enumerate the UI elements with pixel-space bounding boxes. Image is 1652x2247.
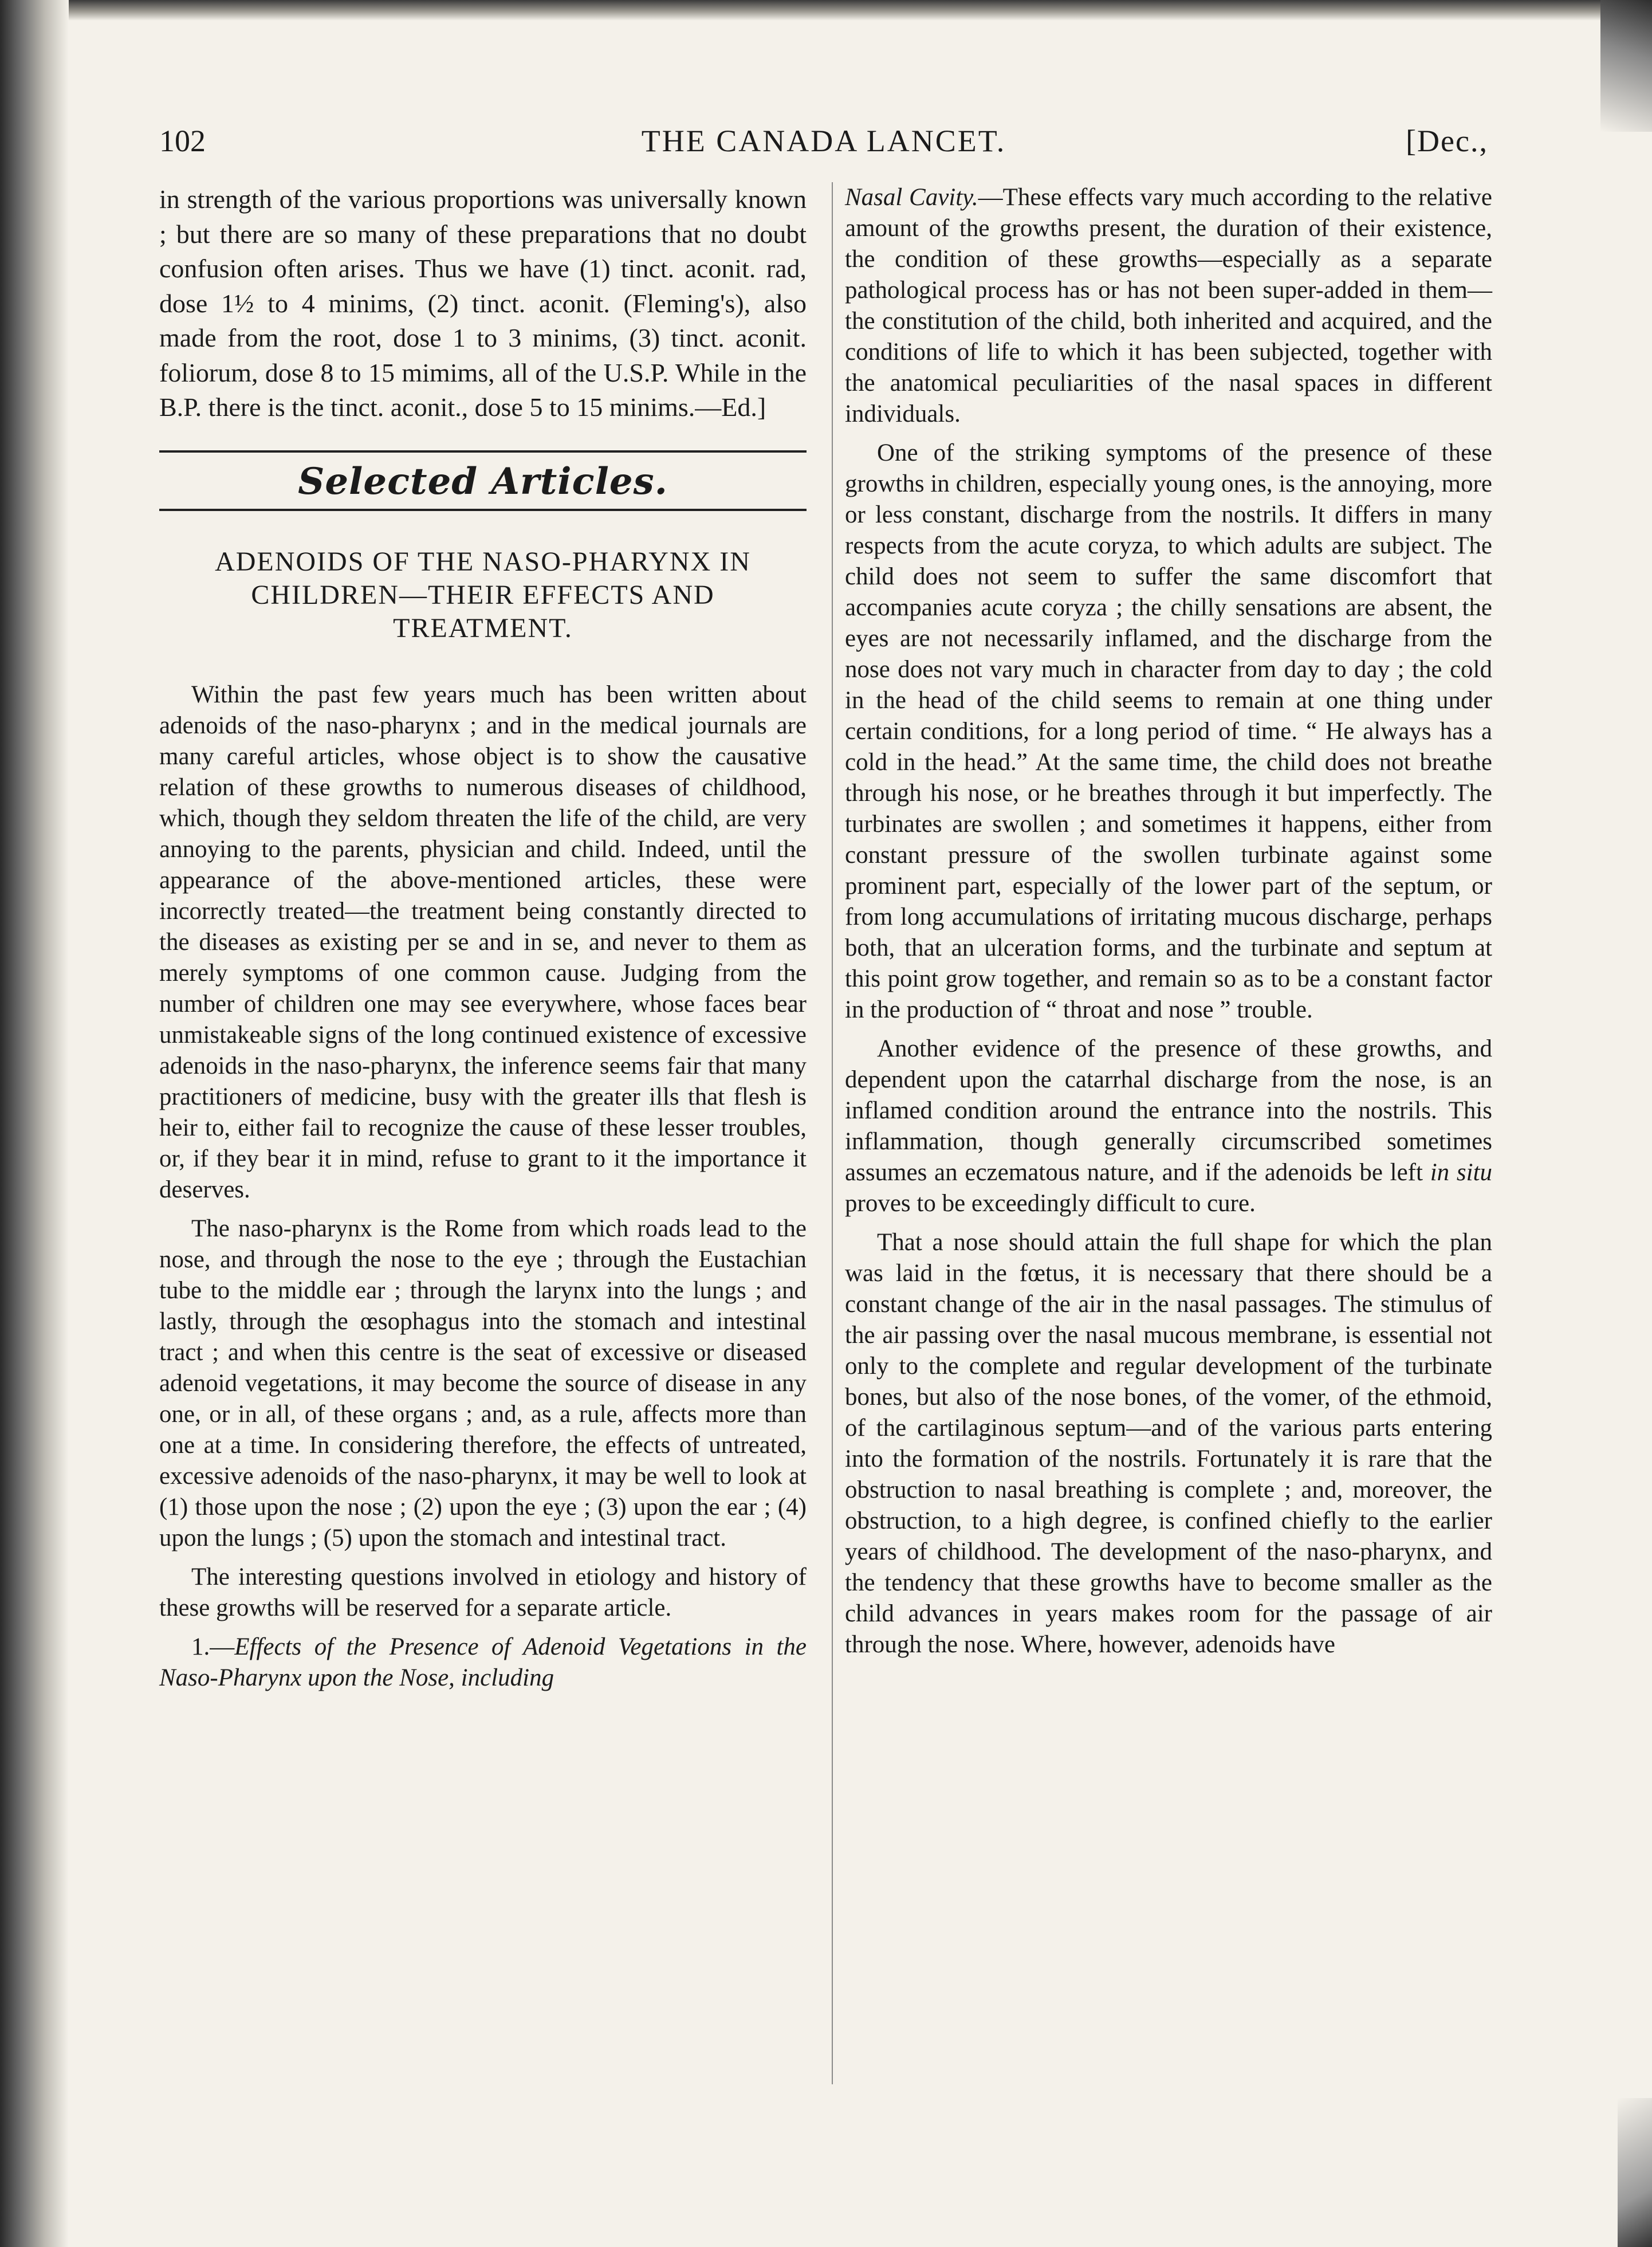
page-binding-edge: [0, 0, 69, 2247]
subsection-title-continued: Nasal Cavity.: [845, 184, 978, 211]
body-paragraph: [845, 182, 1492, 430]
body-paragraph: [845, 1034, 1492, 1219]
subsection-number: 1.—: [191, 1633, 235, 1660]
section-rule-top: [159, 450, 807, 453]
scan-bottom-corner-shadow: [1618, 2098, 1652, 2247]
paragraph-text: proves to be exceedingly difficult to cure.: [845, 1190, 1256, 1217]
section-rule-bottom: [159, 509, 807, 511]
running-header: [159, 123, 1488, 163]
body-paragraph: That a nose should attain the full shape for which the plan was laid in the fœtus, it is necessary that there should be a constant change of the air in the nasal passages. The stimulus of the air passing over the nasal mucous membrane, is essential not only to the complete and regular development of the turbinate bones, but also of the nose bones, of the vomer, of the ethmoid, of the cartilaginous septum—and of the various parts entering into the formation of the nostrils. Fortunately it is rare that the obstruction to nasal breathing is complete ; and, moreover, the obstruction, to a high degree, is confined chiefly to the earlier years of childhood. The development of the naso-pharynx, and the tendency that these growths have to become smaller as the child advances in years makes room for the passage of air through the nose. Where, however, adenoids have: [845, 1229, 1492, 1658]
subsection-heading-paragraph: [159, 1632, 807, 1694]
body-paragraph: One of the striking symptoms of the presence of these growths in children, especially young ones, is the annoying, more or less constant, discharge from the nostrils. It differs in many respects from the acute coryza, to which adults are subject. The child does not seem to suffer the same discomfort that accompanies acute coryza ; the chilly sensations are absent, the eyes are not necessarily inflamed, and the discharge from the nose does not vary much in character from day to day ; the cold in the head of the child seems to remain at one thing under certain conditions, for a long period of time. “ He always has a cold in the head.” At the same time, the child does not breathe through his nose, or he breathes through it but imperfectly. The turbinates are swollen ; and sometimes it happens, either from constant pressure of the swollen turbinate against some prominent part, especially of the lower part of the septum, or from long accumulations of irritating mucous discharge, perhaps both, that an ulceration forms, and the turbinate and septum at this point grow together, and remain so as to be a constant factor in the production of “ throat and nose ” trouble.: [845, 439, 1492, 1023]
journal-title: THE CANADA LANCET.: [641, 124, 1006, 158]
page-number: 102: [159, 124, 206, 158]
left-column: [159, 182, 807, 1702]
issue-date: [Dec.,: [1406, 124, 1488, 158]
column-divider: [832, 182, 833, 2084]
italic-term: in situ: [1430, 1159, 1493, 1186]
editor-note-paragraph: in strength of the various proportions was universally known ; but there are so many of these preparations that no doubt confusion often arises. Thus we have (1) tinct. aconit. rad, dose 1½ to 4 minims, (2) tinct. aconit. (Fleming's), also made from the root, dose 1 to 3 minims, (3) tinct. aconit. foliorum, dose 8 to 15 mimims, all of the U.S.P. While in the B.P. there is the tinct. aconit., dose 5 to 15 minims.—Ed.]: [159, 184, 807, 422]
subsection-title: Effects of the Presence of Adenoid Vegetations in the Naso-Pharynx upon the Nose, including: [159, 1633, 807, 1691]
scan-top-edge: [69, 0, 1652, 21]
section-title: Selected Articles.: [298, 459, 668, 503]
right-column: [845, 182, 1492, 1668]
body-paragraph: Within the past few years much has been written about adenoids of the naso-pharynx ; and in the medical journals are many careful articles, whose object is to show the causative relation of these growths to numerous diseases of childhood, which, though they seldom threaten the life of the child, are very annoying to the parents, physician and child. Indeed, until the appearance of the above-mentioned articles, these were incorrectly treated—the treatment being constantly directed to the diseases as existing per se and in se, and never to them as merely symptoms of one common cause. Judging from the number of children one may see everywhere, whose faces bear unmistakeable signs of the long continued existence of excessive adenoids in the naso-pharynx, the inference seems fair that many practitioners of medicine, busy with the greater ills that flesh is heir to, either fail to recognize the cause of these lesser troubles, or, if they bear it in mind, refuse to grant to it the importance it deserves.: [159, 681, 807, 1203]
paragraph-text: Another evidence of the presence of these growths, and dependent upon the catarrhal discharge from the nose, is an inflamed condition around the entrance into the nostrils. This inflammation, though generally circumscribed sometimes assumes an eczematous nature, and if the adenoids be left: [845, 1035, 1492, 1186]
scan-corner-shadow: [1600, 0, 1652, 132]
body-paragraph: The naso-pharynx is the Rome from which roads lead to the nose, and through the nose to the eye ; through the Eustachian tube to the middle ear ; through the larynx into the lungs ; and lastly, through the œsophagus into the stomach and intestinal tract ; and when this centre is the seat of excessive or diseased adenoid vegetations, it may become the source of disease in any one, or in all, of these organs ; and, as a rule, affects more than one at a time. In considering therefore, the effects of untreated, excessive adenoids of the naso-pharynx, it may be well to look at (1) those upon the nose ; (2) upon the eye ; (3) upon the ear ; (4) upon the lungs ; (5) upon the stomach and intestinal tract.: [159, 1215, 807, 1551]
body-paragraph: The interesting questions involved in etiology and history of these growths will be reserved for a separate article.: [159, 1563, 807, 1621]
paragraph-text: —These effects vary much according to the relative amount of the growths present, the duration of their existence, the condition of these growths—especially as a separate pathological process has or has not been super-added in them—the constitution of the child, both inherited and acquired, and the conditions of life to which it has been subjected, together with the anatomical peculiarities of the nasal spaces in different individuals.: [845, 184, 1493, 427]
article-title: ADENOIDS OF THE NASO-PHARYNX IN CHILDREN—THEIR EFFECTS AND TREATMENT.: [215, 546, 751, 643]
